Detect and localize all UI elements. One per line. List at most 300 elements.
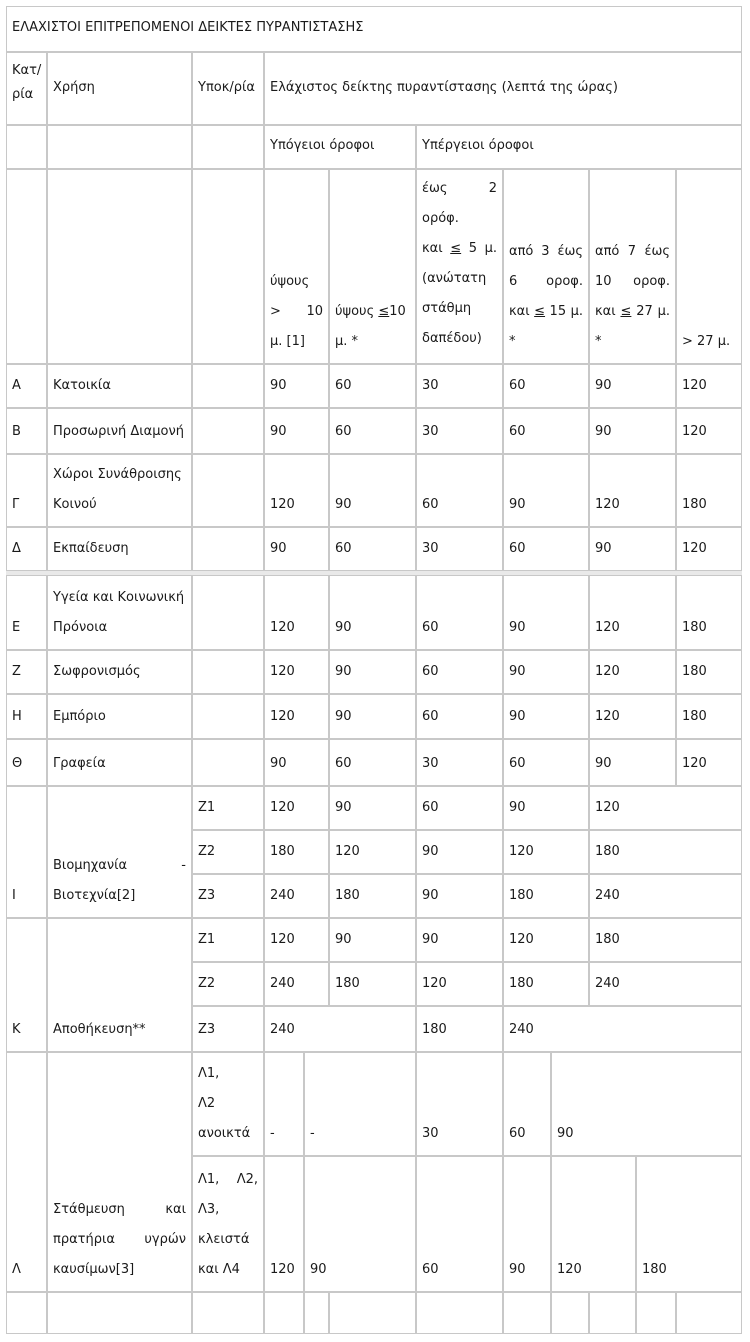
row-value-text: 30 (422, 378, 439, 393)
row-value (589, 454, 676, 527)
storage-value-text: 240 (270, 976, 295, 991)
row-use (47, 454, 192, 527)
header2-empty-sub (192, 125, 264, 169)
parking-use-line1: Στάθμευση και (53, 1202, 186, 1217)
storage-value (416, 1006, 503, 1052)
row-category (6, 527, 47, 571)
row-subcategory (192, 650, 264, 694)
row-value (503, 575, 589, 650)
row-value-text: 90 (270, 378, 287, 393)
row-value (264, 694, 329, 739)
row-value-text: 60 (335, 424, 352, 439)
header2-empty-use (47, 125, 192, 169)
row-use-text: Εμπόριο (53, 709, 106, 724)
parking-open-value (416, 1052, 503, 1156)
row-value-text: 60 (422, 497, 439, 512)
row-value (503, 694, 589, 739)
row-value-text: 90 (270, 756, 287, 771)
row-value (503, 527, 589, 571)
row-value-text: 90 (595, 756, 612, 771)
row-value (329, 694, 416, 739)
row-value-text: 120 (270, 664, 295, 679)
industry-subcategory-text: Ζ2 (198, 844, 216, 859)
industry-value (589, 786, 742, 830)
parking-closed-value-text: 180 (642, 1262, 667, 1277)
parking-open-value (304, 1052, 416, 1156)
ug-upto10-line2: μ. * (335, 334, 359, 349)
row-value (416, 739, 503, 786)
row-use (47, 694, 192, 739)
row-use (47, 739, 192, 786)
parking-use-line2: πρατήρια υγρών (53, 1232, 186, 1247)
row-use (47, 527, 192, 571)
row-value (676, 454, 742, 527)
row-value (264, 739, 329, 786)
row-value (503, 650, 589, 694)
industry-cat-text: Ι (12, 888, 16, 903)
row-value-text: 30 (422, 424, 439, 439)
industry-value-text: 90 (422, 888, 439, 903)
row-value-text: 60 (335, 378, 352, 393)
header-ag-upto2 (416, 169, 503, 364)
industry-value-text: 240 (270, 888, 295, 903)
header-ug-upto10 (329, 169, 416, 364)
storage-value-text: 240 (595, 976, 620, 991)
industry-value (329, 874, 416, 918)
storage-value-text: 90 (335, 932, 352, 947)
empty-cell (503, 1292, 551, 1334)
industry-use-line1: Βιομηχανία - (53, 858, 186, 873)
industry-value (589, 830, 742, 874)
industry-subcategory-text: Ζ1 (198, 800, 216, 815)
row-value-text: 60 (422, 620, 439, 635)
row-value (264, 650, 329, 694)
row-value (329, 454, 416, 527)
industry-subcategory (192, 830, 264, 874)
parking-closed-value (304, 1156, 416, 1292)
industry-use (47, 786, 192, 918)
storage-value-text: 180 (335, 976, 360, 991)
ug-above10-line2: > 10 (270, 304, 323, 319)
row-value-text: 120 (270, 620, 295, 635)
parking-closed-value-text: 90 (310, 1262, 327, 1277)
empty-cell (304, 1292, 329, 1334)
row-value (416, 527, 503, 571)
storage-use (47, 918, 192, 1052)
ag-3to6-line3: και ≤ 15 μ. (509, 304, 583, 319)
ag-7to10-line3: και ≤ 27 μ. (595, 304, 670, 319)
row-subcategory (192, 408, 264, 454)
row-value (329, 527, 416, 571)
row-use-line: Υγεία και Κοινωνική (53, 590, 185, 605)
parking-closed-value (264, 1156, 304, 1292)
ag-3to6-line2: 6 οροφ. (509, 274, 583, 289)
empty-cell (416, 1292, 503, 1334)
industry-value (503, 786, 589, 830)
header-aboveground (416, 125, 742, 169)
ag-above27-text: > 27 μ. (682, 334, 731, 349)
header-category (6, 52, 47, 125)
row-value-text: 90 (335, 709, 352, 724)
row-value (676, 575, 742, 650)
industry-value-text: 120 (270, 800, 295, 815)
storage-subcategory (192, 918, 264, 962)
row-category-text: Θ (12, 756, 23, 771)
row-use-line: Κοινού (53, 497, 97, 512)
row-value-text: 120 (595, 620, 620, 635)
storage-subcategory-text: Ζ1 (198, 932, 216, 947)
empty-cell (192, 1292, 264, 1334)
row-value-text: 90 (335, 664, 352, 679)
row-value (416, 364, 503, 408)
parking-cat-text: Λ (12, 1262, 21, 1277)
empty-cell (636, 1292, 676, 1334)
row-value (589, 739, 676, 786)
parking-closed-value (416, 1156, 503, 1292)
row-category (6, 575, 47, 650)
table-title-text: ΕΛΑΧΙΣΤΟΙ ΕΠΙΤΡΕΠΟΜΕΝΟΙ ΔΕΙΚΤΕΣ ΠΥΡΑΝΤΙΣΤΑΣΗΣ (12, 20, 364, 35)
parking-open-value-text: 30 (422, 1126, 439, 1141)
row-value (676, 694, 742, 739)
row-value-text: 180 (682, 664, 707, 679)
empty-cell (6, 1292, 47, 1334)
parking-closed-value (551, 1156, 636, 1292)
row-value (416, 694, 503, 739)
row-value (264, 454, 329, 527)
row-value (416, 454, 503, 527)
parking-closed-sub (192, 1156, 264, 1292)
ag-7to10-line1: από 7 έως (595, 244, 670, 259)
parking-closed-value (636, 1156, 742, 1292)
parking-open-value-text: - (270, 1126, 275, 1141)
row-value (589, 408, 676, 454)
row-subcategory (192, 527, 264, 571)
parking-closed-sub-line3: κλειστά (198, 1232, 250, 1247)
section-gap (6, 571, 742, 575)
storage-value-text: 180 (422, 1022, 447, 1037)
header-underground-text: Υπόγειοι όροφοι (270, 138, 375, 153)
storage-value-text: 240 (509, 1022, 534, 1037)
row-category-text: Γ (12, 497, 20, 512)
storage-value-text: 120 (270, 932, 295, 947)
row-use (47, 408, 192, 454)
row-value (589, 527, 676, 571)
industry-value-text: 120 (335, 844, 360, 859)
row-value-text: 30 (422, 756, 439, 771)
industry-value-text: 240 (595, 888, 620, 903)
storage-use-text: Αποθήκευση** (53, 1022, 146, 1037)
row-value-text: 90 (335, 620, 352, 635)
parking-open-sub (192, 1052, 264, 1156)
storage-value (503, 962, 589, 1006)
parking-closed-value-text: 120 (557, 1262, 582, 1277)
header3-empty-sub (192, 169, 264, 364)
parking-closed-value (503, 1156, 551, 1292)
storage-value-text: 120 (509, 932, 534, 947)
ag-7to10-line4: * (595, 334, 602, 349)
row-category (6, 408, 47, 454)
row-value-text: 60 (422, 709, 439, 724)
parking-open-value (264, 1052, 304, 1156)
header2-empty-cat (6, 125, 47, 169)
parking-closed-sub-line1: Λ1, Λ2, (198, 1172, 258, 1187)
storage-value (503, 1006, 742, 1052)
storage-subcategory-text: Ζ2 (198, 976, 216, 991)
industry-value (416, 874, 503, 918)
ag-upto2-line2: ορόφ. (422, 211, 459, 226)
row-value (264, 408, 329, 454)
industry-subcategory (192, 786, 264, 830)
row-use (47, 364, 192, 408)
header-min-index (264, 52, 742, 125)
row-value (589, 575, 676, 650)
row-subcategory (192, 575, 264, 650)
parking-open-value (503, 1052, 551, 1156)
industry-value-text: 60 (422, 800, 439, 815)
ug-above10-line1: ύψους (270, 274, 310, 289)
industry-value (264, 830, 329, 874)
ag-upto2-line1: έως 2 (422, 181, 497, 196)
row-value (264, 364, 329, 408)
row-value-text: 90 (509, 709, 526, 724)
header3-empty-cat (6, 169, 47, 364)
row-value-text: 60 (335, 541, 352, 556)
row-value (329, 739, 416, 786)
parking-closed-value-text: 60 (422, 1262, 439, 1277)
empty-cell (551, 1292, 589, 1334)
row-use-line: Χώροι Συνάθροισης (53, 467, 182, 482)
row-value (589, 364, 676, 408)
storage-value (329, 918, 416, 962)
industry-value (329, 830, 416, 874)
header-ag-7to10 (589, 169, 676, 364)
row-use-text: Σωφρονισμός (53, 664, 141, 679)
ag-7to10-line2: 10 οροφ. (595, 274, 670, 289)
row-value (329, 408, 416, 454)
row-value-text: 120 (682, 424, 707, 439)
ug-above10-line3: μ. [1] (270, 334, 305, 349)
industry-value-text: 180 (270, 844, 295, 859)
row-value-text: 90 (509, 497, 526, 512)
storage-value-text: 180 (595, 932, 620, 947)
row-value-text: 60 (509, 756, 526, 771)
industry-value-text: 90 (422, 844, 439, 859)
industry-value (416, 786, 503, 830)
row-value (416, 408, 503, 454)
header-underground (264, 125, 416, 169)
header-category-line2: ρία (12, 87, 34, 102)
storage-value-text: 120 (422, 976, 447, 991)
parking-open-value-text: 60 (509, 1126, 526, 1141)
storage-value (589, 962, 742, 1006)
header-aboveground-text: Υπέργειοι όροφοι (422, 138, 534, 153)
row-value (503, 454, 589, 527)
row-value-text: 120 (595, 497, 620, 512)
row-subcategory (192, 694, 264, 739)
row-value-text: 120 (595, 664, 620, 679)
empty-cell (676, 1292, 742, 1334)
row-use-text: Εκπαίδευση (53, 541, 129, 556)
industry-use-line2: Βιοτεχνία[2] (53, 888, 136, 903)
parking-open-sub-line3: ανοικτά (198, 1126, 251, 1141)
storage-value (264, 962, 329, 1006)
row-value (416, 575, 503, 650)
row-value (503, 408, 589, 454)
header3-empty-use (47, 169, 192, 364)
row-category-text: Δ (12, 541, 21, 556)
row-value-text: 90 (595, 378, 612, 393)
parking-use (47, 1052, 192, 1292)
industry-subcategory-text: Ζ3 (198, 888, 216, 903)
row-value-text: 60 (509, 424, 526, 439)
row-subcategory (192, 739, 264, 786)
row-value-text: 120 (682, 541, 707, 556)
row-value-text: 120 (682, 378, 707, 393)
row-value-text: 90 (595, 424, 612, 439)
row-value (264, 527, 329, 571)
industry-value (329, 786, 416, 830)
industry-value-text: 180 (509, 888, 534, 903)
parking-closed-value-text: 120 (270, 1262, 295, 1277)
industry-value-text: 120 (595, 800, 620, 815)
storage-value (264, 1006, 416, 1052)
row-value-text: 60 (422, 664, 439, 679)
header-use-text: Χρήση (53, 79, 95, 95)
row-value (676, 527, 742, 571)
ug-upto10-line1: ύψους ≤10 (335, 304, 406, 319)
industry-value (503, 830, 589, 874)
parking-open-value-text: 90 (557, 1126, 574, 1141)
row-value (503, 739, 589, 786)
parking-open-value-text: - (310, 1126, 315, 1141)
row-category (6, 364, 47, 408)
ag-3to6-line4: * (509, 334, 516, 349)
table-title (6, 6, 742, 52)
row-subcategory (192, 364, 264, 408)
parking-use-line3: καυσίμων[3] (53, 1262, 135, 1277)
row-category (6, 650, 47, 694)
row-value-text: 120 (270, 709, 295, 724)
storage-subcategory (192, 962, 264, 1006)
storage-subcategory-text: Ζ3 (198, 1022, 216, 1037)
storage-value (589, 918, 742, 962)
row-category-text: Β (12, 424, 21, 439)
row-category (6, 454, 47, 527)
row-category (6, 694, 47, 739)
ag-upto2-line4: (ανώτατη (422, 271, 487, 286)
row-value-text: 60 (509, 541, 526, 556)
header-category-line1: Κατ/ (12, 63, 42, 78)
industry-value-text: 180 (335, 888, 360, 903)
parking-closed-value-text: 90 (509, 1262, 526, 1277)
row-value-text: 90 (270, 541, 287, 556)
ag-upto2-line6: δαπέδου) (422, 331, 482, 346)
row-value (676, 650, 742, 694)
storage-cat-text: Κ (12, 1022, 21, 1037)
empty-cell (47, 1292, 192, 1334)
storage-value (503, 918, 589, 962)
row-value-text: 30 (422, 541, 439, 556)
header-subcategory-text: Υποκ/ρία (198, 79, 255, 95)
storage-value-text: 90 (422, 932, 439, 947)
industry-value-text: 90 (509, 800, 526, 815)
row-value-text: 60 (509, 378, 526, 393)
row-value-text: 90 (509, 620, 526, 635)
storage-cat (6, 918, 47, 1052)
industry-value (264, 874, 329, 918)
header-subcategory (192, 52, 264, 125)
parking-closed-sub-line2: Λ3, (198, 1202, 220, 1217)
row-value-text: 180 (682, 497, 707, 512)
row-value (676, 739, 742, 786)
industry-value-text: 180 (595, 844, 620, 859)
row-value-text: 90 (509, 664, 526, 679)
row-value (676, 408, 742, 454)
industry-value (589, 874, 742, 918)
row-value-text: 60 (335, 756, 352, 771)
header-ag-above27 (676, 169, 742, 364)
header-ag-3to6 (503, 169, 589, 364)
row-category (6, 739, 47, 786)
row-use-text: Γραφεία (53, 756, 106, 771)
header-min-index-text: Ελάχιστος δείκτης πυραντίστασης (λεπτά της ώρας) (270, 79, 618, 95)
row-value (329, 364, 416, 408)
row-use-line: Πρόνοια (53, 620, 108, 635)
row-value (589, 694, 676, 739)
row-value-text: 120 (595, 709, 620, 724)
parking-closed-sub-line4: και Λ4 (198, 1262, 240, 1277)
storage-value (264, 918, 329, 962)
row-subcategory (192, 454, 264, 527)
row-use (47, 575, 192, 650)
row-value (503, 364, 589, 408)
parking-cat (6, 1052, 47, 1292)
industry-value (264, 786, 329, 830)
row-value (329, 650, 416, 694)
empty-cell (589, 1292, 636, 1334)
industry-value-text: 90 (335, 800, 352, 815)
ag-3to6-line1: από 3 έως (509, 244, 583, 259)
row-value-text: 90 (270, 424, 287, 439)
row-value-text: 90 (335, 497, 352, 512)
row-value (676, 364, 742, 408)
storage-value (329, 962, 416, 1006)
row-value (329, 575, 416, 650)
empty-cell (264, 1292, 304, 1334)
cut-off-footnote-line (6, 1334, 742, 1342)
industry-cat (6, 786, 47, 918)
row-value (264, 575, 329, 650)
row-value-text: 180 (682, 620, 707, 635)
industry-value-text: 120 (509, 844, 534, 859)
row-value-text: 90 (595, 541, 612, 556)
row-category-text: Ε (12, 620, 21, 635)
row-category-text: Α (12, 378, 21, 393)
row-value (589, 650, 676, 694)
storage-value (416, 962, 503, 1006)
ag-upto2-line3: και ≤ 5 μ. (422, 241, 498, 256)
header-use (47, 52, 192, 125)
row-category-text: Η (12, 709, 22, 724)
row-use-text: Κατοικία (53, 378, 111, 393)
industry-subcategory (192, 874, 264, 918)
storage-value (416, 918, 503, 962)
row-value (416, 650, 503, 694)
ag-upto2-line5: στάθμη (422, 301, 472, 316)
row-value-text: 120 (270, 497, 295, 512)
parking-open-sub-line1: Λ1, (198, 1066, 220, 1081)
parking-open-sub-line2: Λ2 (198, 1096, 216, 1111)
